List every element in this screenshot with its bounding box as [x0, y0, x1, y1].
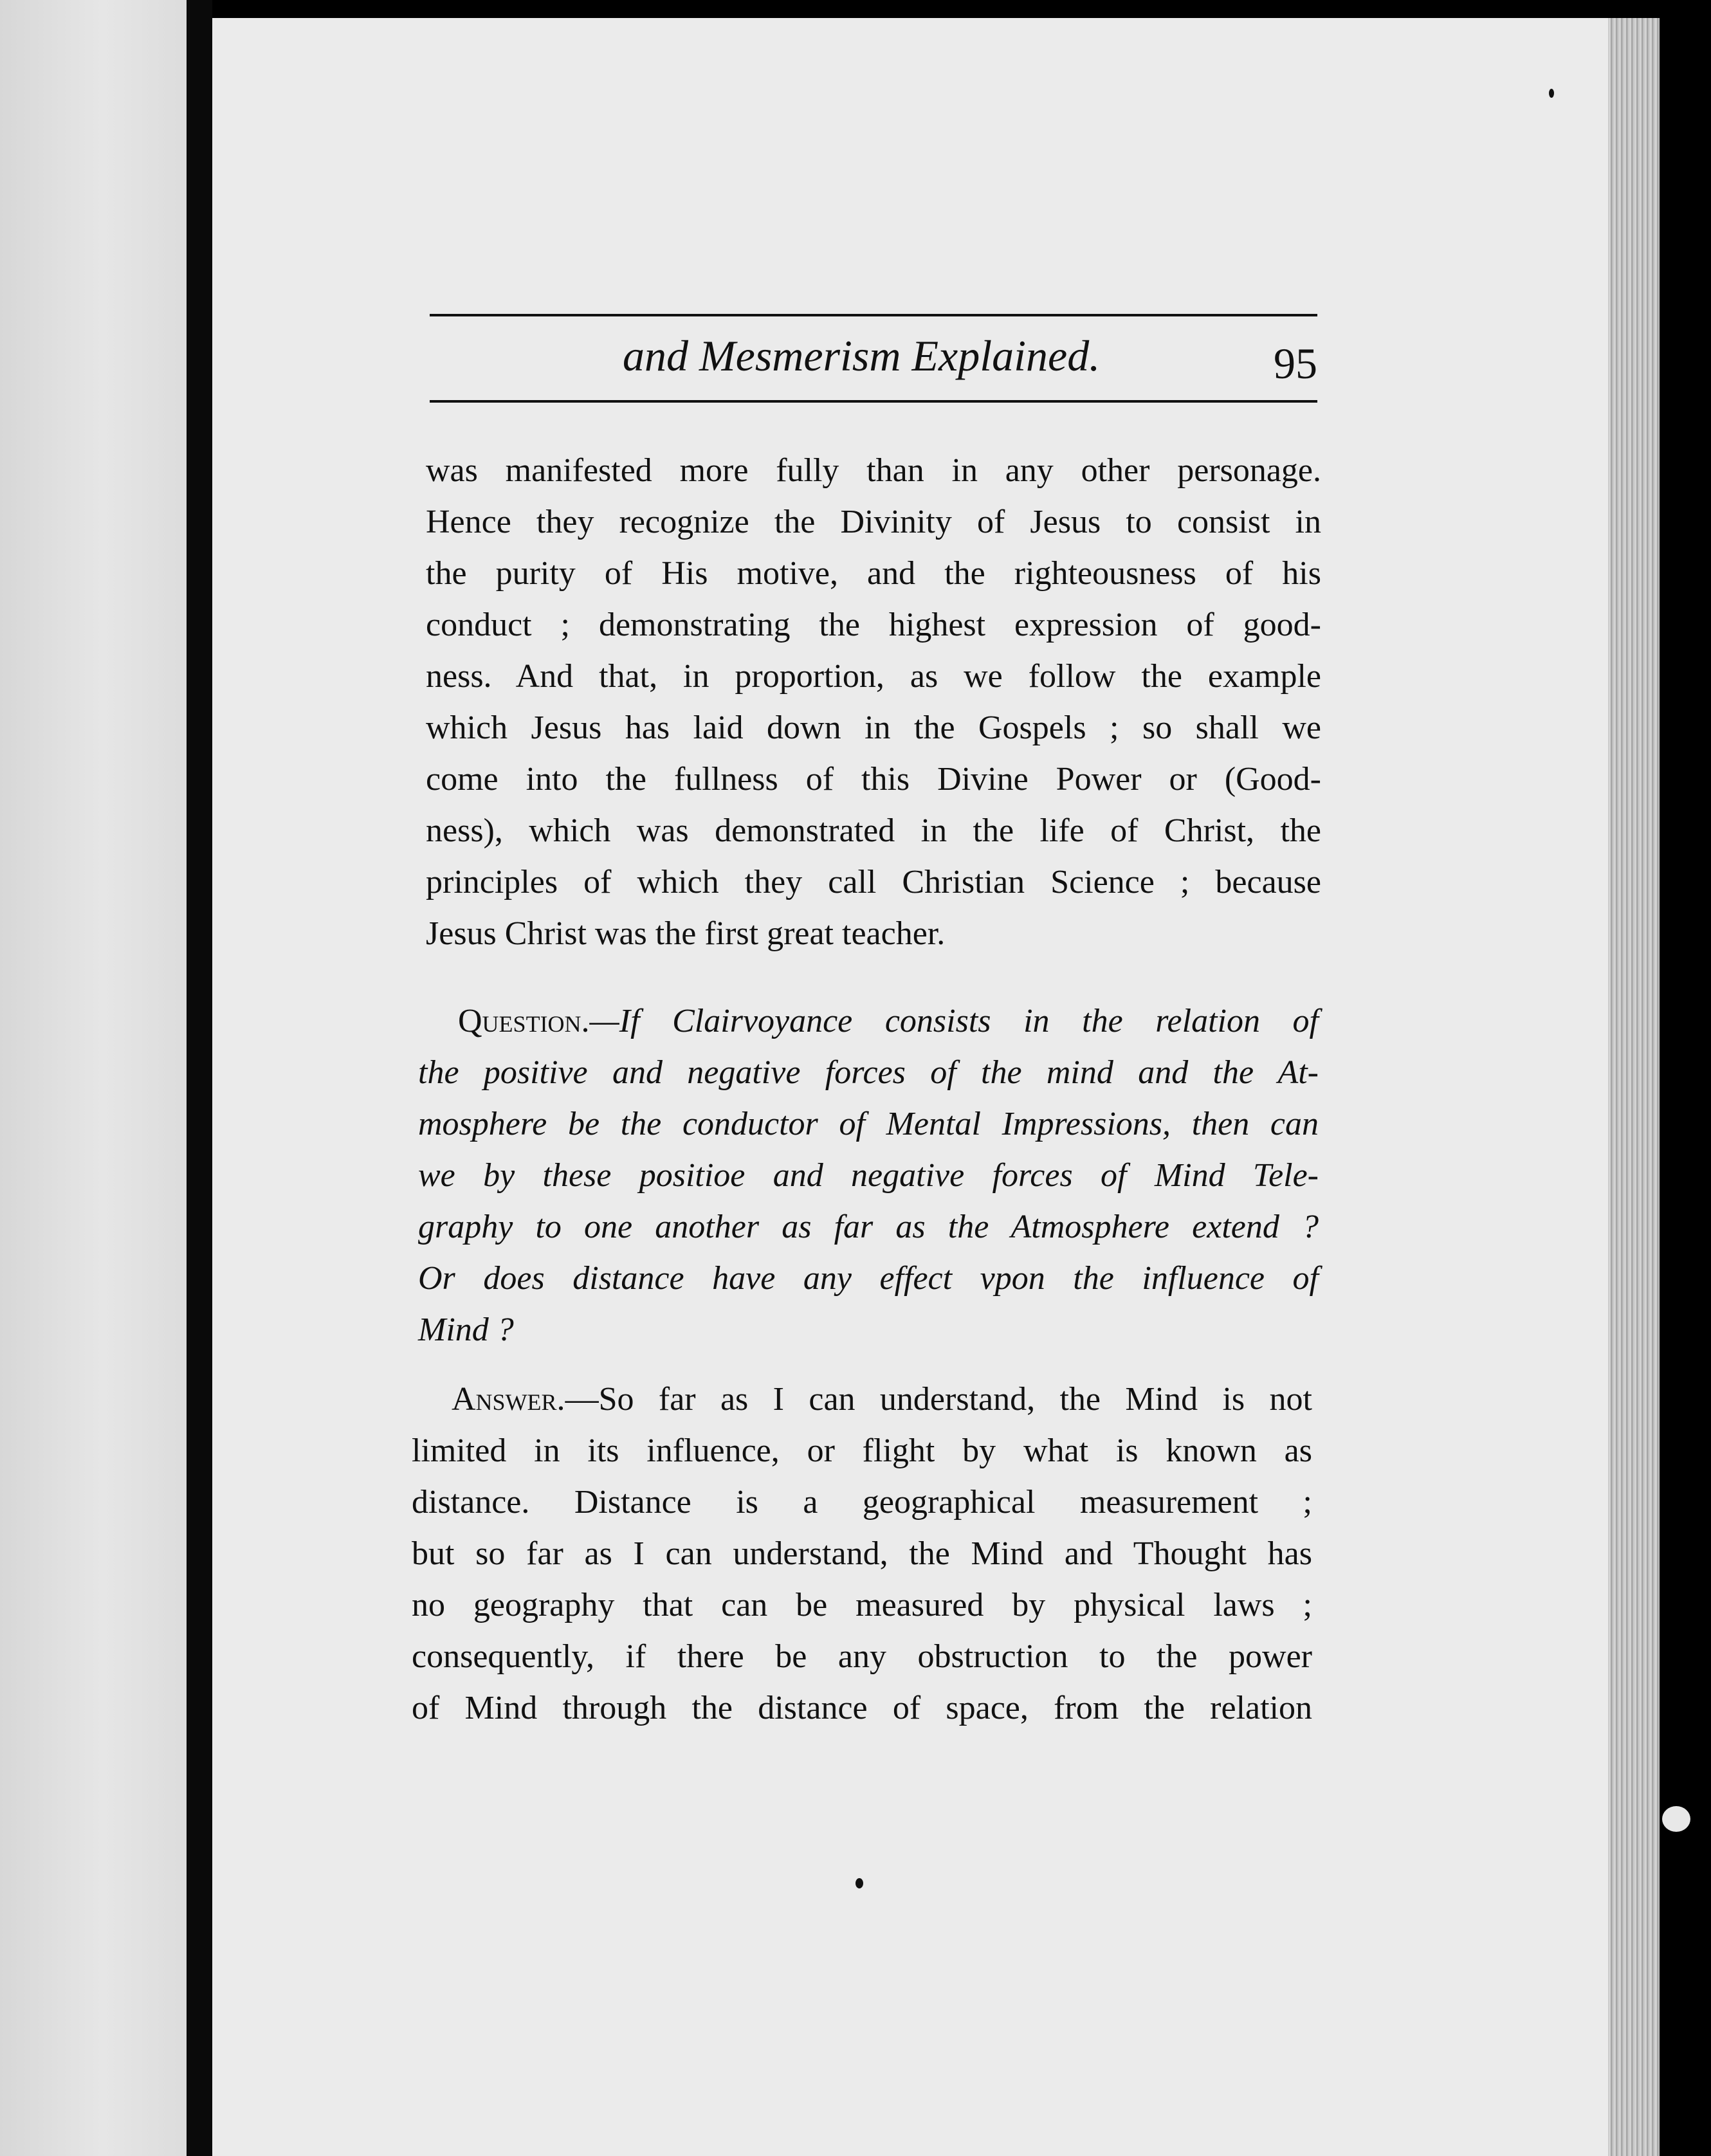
question-line: Or does distance have any effect vpon the influence of	[418, 1260, 1319, 1297]
text-line: Jesus Christ was the first great teacher.	[426, 915, 946, 952]
scan-speck	[856, 1878, 863, 1888]
answer-lead-text: —So far as I can understand, the Mind is not	[565, 1381, 1312, 1418]
question-line: Mind ?	[418, 1311, 514, 1348]
page-stack-edge	[1608, 18, 1660, 2156]
question-line: we by these positioe and negative forces of Mind Tele-	[418, 1157, 1319, 1194]
text-line: ness. And that, in proportion, as we follow the example	[426, 658, 1321, 695]
question-line: graphy to one another as far as the Atmosphere extend ?	[418, 1209, 1319, 1245]
answer-line: of Mind through the distance of space, from the relation	[412, 1690, 1312, 1726]
answer-line: but so far as I can understand, the Mind and Thought has	[412, 1535, 1312, 1572]
scan-border	[1660, 0, 1711, 2156]
text-line: was manifested more fully than in any other personage.	[426, 452, 1321, 489]
question-paragraph	[418, 996, 1319, 1356]
question-lead-text: —If Clairvoyance consists in the relation of	[589, 1003, 1319, 1039]
answer-label: Answer.	[452, 1381, 565, 1418]
running-title: and Mesmerism Explained.	[623, 331, 1101, 380]
running-header	[430, 314, 1317, 404]
question-label: Question.	[458, 1003, 590, 1039]
text-line: the purity of His motive, and the righteousness of his	[426, 555, 1321, 592]
scan-speck	[1549, 89, 1554, 98]
text-line: come into the fullness of this Divine Power or (Good-	[426, 761, 1321, 798]
text-line: principles of which they call Christian Science ; because	[426, 864, 1321, 900]
question-line: the positive and negative forces of the mind and the At-	[418, 1054, 1319, 1091]
answer-line: distance. Distance is a geographical measurement ;	[412, 1484, 1312, 1521]
header-rule-bottom	[430, 400, 1317, 403]
scan-speck	[1662, 1806, 1690, 1832]
text-line: which Jesus has laid down in the Gospels ; so shall we	[426, 709, 1321, 746]
question-line: mosphere be the conductor of Mental Impressions, then can	[418, 1106, 1319, 1142]
answer-first-line	[452, 1374, 1312, 1425]
paragraph-continuation	[426, 445, 1321, 973]
answer-line: limited in its influence, or flight by what is known as	[412, 1432, 1312, 1469]
question-first-line	[458, 996, 1319, 1047]
answer-line: no geography that can be measured by physical laws ;	[412, 1587, 1312, 1623]
text-line: ness), which was demonstrated in the life of Christ, the	[426, 812, 1321, 849]
page-number: 95	[1274, 339, 1317, 388]
text-line: Hence they recognize the Divinity of Jesus to consist in	[426, 504, 1321, 540]
facing-page-margin	[0, 0, 187, 2156]
text-line: conduct ; demonstrating the highest expression of good-	[426, 607, 1321, 643]
answer-paragraph	[412, 1374, 1312, 1734]
header-rule-top	[430, 314, 1317, 316]
book-gutter	[187, 0, 212, 2156]
answer-line: consequently, if there be any obstruction to the power	[412, 1638, 1312, 1675]
